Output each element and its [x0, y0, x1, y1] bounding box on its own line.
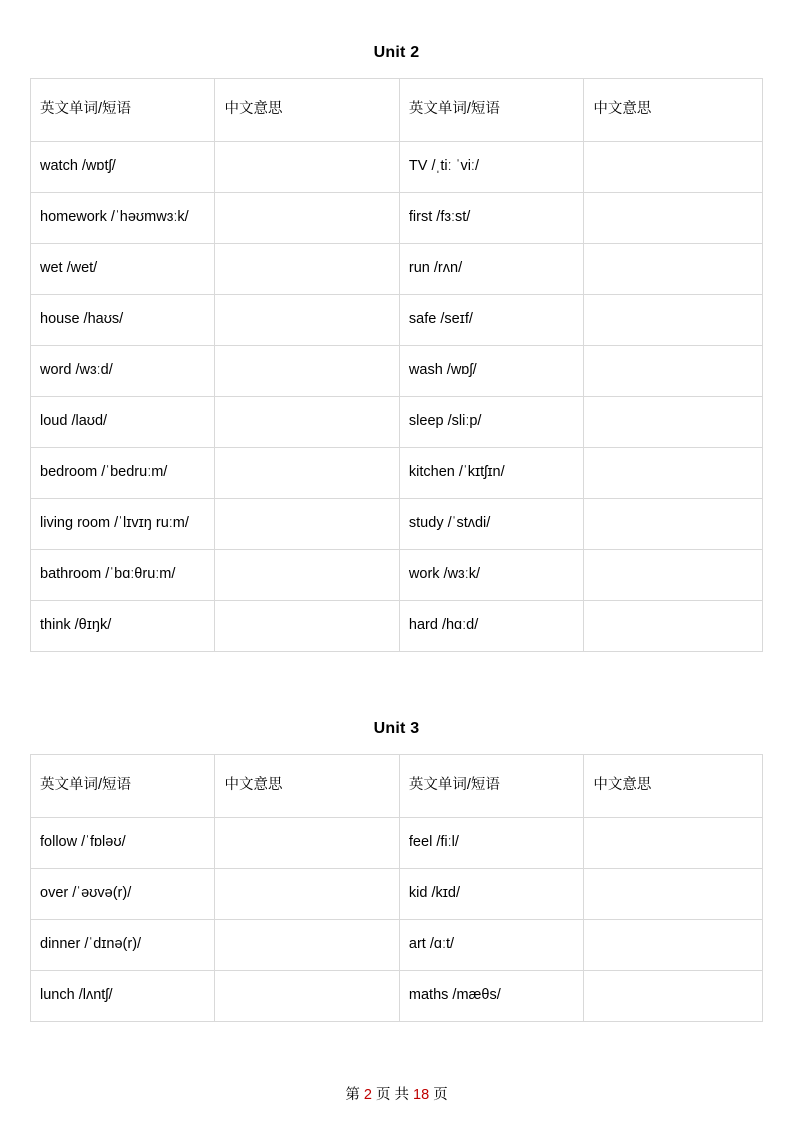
word-cell: maths /mæθs/	[399, 971, 583, 1022]
word-cell: wet /wet/	[31, 244, 215, 295]
meaning-cell[interactable]	[584, 550, 763, 601]
table-row	[31, 244, 763, 295]
word-cell: work /wɜːk/	[399, 550, 583, 601]
word-cell: wash /wɒʃ/	[399, 346, 583, 397]
meaning-cell[interactable]	[215, 818, 399, 869]
footer-suffix: 页	[433, 1087, 448, 1103]
meaning-cell[interactable]	[215, 193, 399, 244]
table-row	[31, 920, 763, 971]
meaning-cell[interactable]	[584, 920, 763, 971]
table-row	[31, 448, 763, 499]
word-cell: homework /ˈhəʊmwɜːk/	[31, 193, 215, 244]
meaning-cell[interactable]	[215, 295, 399, 346]
column-header-chinese-1: 中文意思	[215, 755, 399, 818]
page-footer	[0, 1083, 793, 1104]
word-cell: hard /hɑːd/	[399, 601, 583, 652]
vocab-table-unit-3	[30, 754, 763, 1022]
meaning-cell[interactable]	[215, 920, 399, 971]
word-cell: think /θɪŋk/	[31, 601, 215, 652]
table-header-row	[31, 755, 763, 818]
table-row	[31, 971, 763, 1022]
word-cell: art /ɑːt/	[399, 920, 583, 971]
word-cell: first /fɜːst/	[399, 193, 583, 244]
meaning-cell[interactable]	[584, 869, 763, 920]
section-title: Unit 2	[373, 44, 420, 61]
meaning-cell[interactable]	[584, 397, 763, 448]
word-cell: safe /seɪf/	[399, 295, 583, 346]
column-header-chinese-2: 中文意思	[584, 79, 763, 142]
meaning-cell[interactable]	[584, 499, 763, 550]
meaning-cell[interactable]	[584, 971, 763, 1022]
meaning-cell[interactable]	[584, 193, 763, 244]
table-row	[31, 193, 763, 244]
meaning-cell[interactable]	[215, 397, 399, 448]
table-row	[31, 346, 763, 397]
word-cell: run /rʌn/	[399, 244, 583, 295]
section-spacer	[30, 652, 763, 706]
column-header-chinese-2: 中文意思	[584, 755, 763, 818]
vocab-table-unit-2	[30, 78, 763, 652]
word-cell: bathroom /ˈbɑːθruːm/	[31, 550, 215, 601]
meaning-cell[interactable]	[215, 869, 399, 920]
section-unit-3	[30, 720, 763, 1022]
meaning-cell[interactable]	[584, 142, 763, 193]
word-cell: house /haʊs/	[31, 295, 215, 346]
column-header-english-1: 英文单词/短语	[31, 79, 215, 142]
column-header-english-1: 英文单词/短语	[31, 755, 215, 818]
word-cell: living room /ˈlɪvɪŋ ruːm/	[31, 499, 215, 550]
meaning-cell[interactable]	[215, 346, 399, 397]
footer-prefix: 第	[345, 1087, 360, 1103]
meaning-cell[interactable]	[215, 550, 399, 601]
meaning-cell[interactable]	[584, 818, 763, 869]
meaning-cell[interactable]	[584, 295, 763, 346]
word-cell: follow /ˈfɒləʊ/	[31, 818, 215, 869]
table-row	[31, 499, 763, 550]
column-header-english-2: 英文单词/短语	[399, 755, 583, 818]
word-cell: bedroom /ˈbedruːm/	[31, 448, 215, 499]
meaning-cell[interactable]	[215, 971, 399, 1022]
meaning-cell[interactable]	[215, 601, 399, 652]
table-row	[31, 869, 763, 920]
table-row	[31, 397, 763, 448]
word-cell: feel /fiːl/	[399, 818, 583, 869]
word-cell: loud /laʊd/	[31, 397, 215, 448]
meaning-cell[interactable]	[584, 346, 763, 397]
meaning-cell[interactable]	[215, 142, 399, 193]
table-row	[31, 550, 763, 601]
meaning-cell[interactable]	[215, 244, 399, 295]
meaning-cell[interactable]	[584, 601, 763, 652]
word-cell: watch /wɒtʃ/	[31, 142, 215, 193]
word-cell: word /wɜːd/	[31, 346, 215, 397]
word-cell: sleep /sliːp/	[399, 397, 583, 448]
table-row	[31, 601, 763, 652]
table-row	[31, 295, 763, 346]
footer-middle: 页 共	[375, 1087, 409, 1103]
word-cell: kitchen /ˈkɪtʃɪn/	[399, 448, 583, 499]
meaning-cell[interactable]	[584, 448, 763, 499]
section-title: Unit 3	[373, 720, 420, 737]
meaning-cell[interactable]	[215, 448, 399, 499]
column-header-english-2: 英文单词/短语	[399, 79, 583, 142]
table-row	[31, 142, 763, 193]
word-cell: lunch /lʌntʃ/	[31, 971, 215, 1022]
word-cell: over /ˈəʊvə(r)/	[31, 869, 215, 920]
table-row	[31, 818, 763, 869]
word-cell: TV /ˌtiː ˈviː/	[399, 142, 583, 193]
word-cell: study /ˈstʌdi/	[399, 499, 583, 550]
section-unit-2	[30, 44, 763, 652]
meaning-cell[interactable]	[215, 499, 399, 550]
table-header-row	[31, 79, 763, 142]
meaning-cell[interactable]	[584, 244, 763, 295]
footer-total-pages: 18	[413, 1087, 430, 1103]
footer-page-number: 2	[363, 1087, 372, 1103]
word-cell: kid /kɪd/	[399, 869, 583, 920]
word-cell: dinner /ˈdɪnə(r)/	[31, 920, 215, 971]
column-header-chinese-1: 中文意思	[215, 79, 399, 142]
